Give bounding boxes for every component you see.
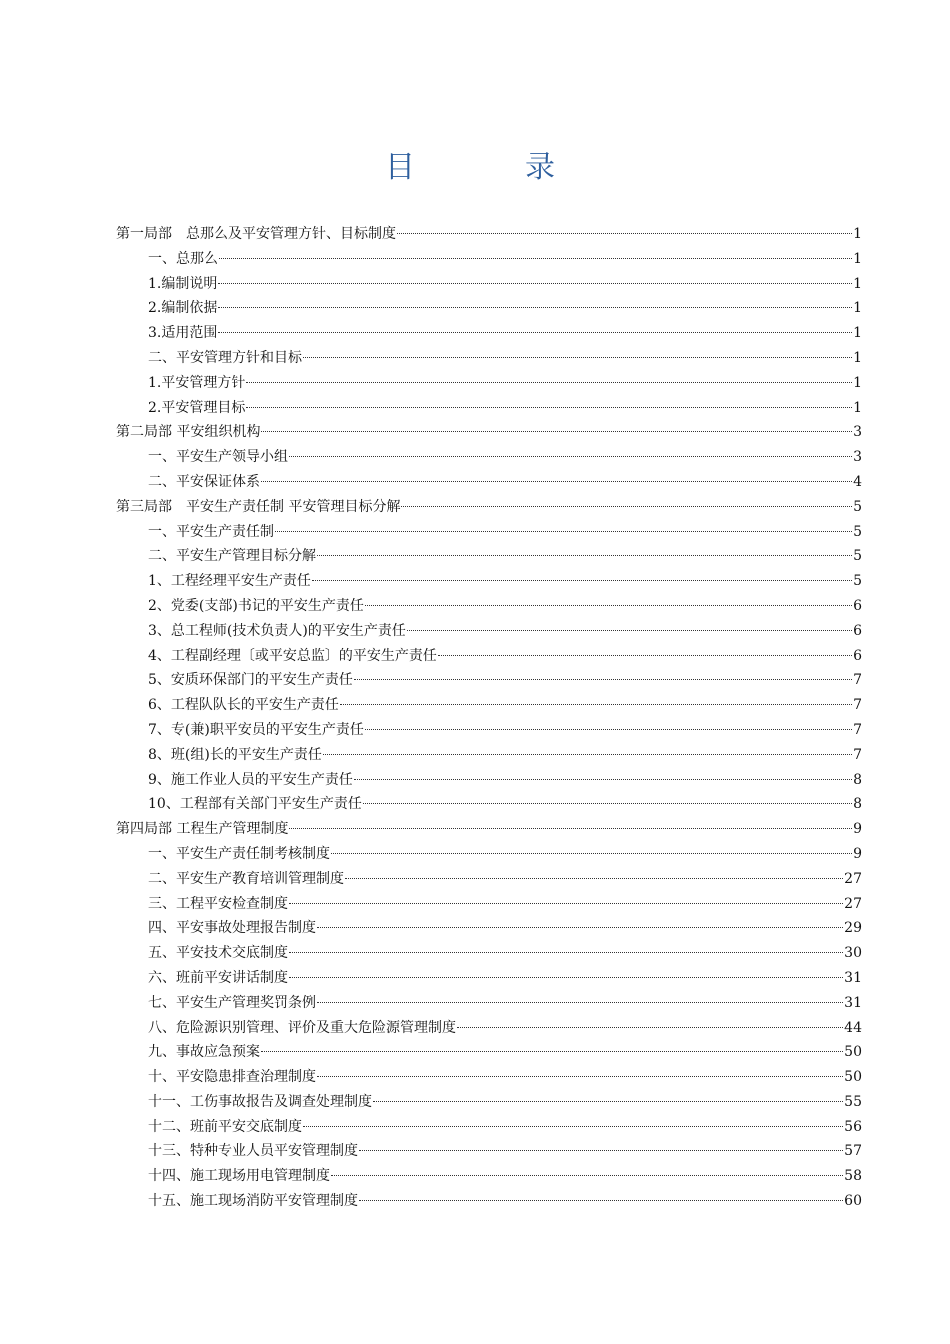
toc-entry[interactable] (116, 1090, 862, 1115)
toc-entry-label: 第三局部 平安生产责任制 平安管理目标分解 (116, 498, 401, 515)
toc-entry-label: 一、平安生产责任制考核制度 (148, 845, 330, 862)
toc-entry-label: 10、工程部有关部门平安生产责任 (148, 796, 362, 813)
dot-leader (261, 431, 852, 432)
toc-entry-page-number: 30 (844, 945, 862, 962)
toc-entry-label: 5、安质环保部门的平安生产责任 (148, 672, 353, 689)
toc-entry-page-number: 1 (853, 250, 862, 267)
toc-entry-label: 二、平安管理方针和目标 (148, 349, 302, 366)
dot-leader (303, 357, 852, 358)
toc-entry[interactable] (116, 991, 862, 1016)
toc-entry[interactable] (116, 272, 862, 297)
toc-entry-label: 7、专(兼)职平安员的平安生产责任 (148, 721, 364, 738)
toc-entry-label: 二、平安生产教育培训管理制度 (148, 870, 344, 887)
toc-entry-page-number: 3 (853, 424, 862, 441)
dot-leader (289, 456, 852, 457)
toc-entry-page-number: 1 (853, 226, 862, 242)
dot-leader (331, 853, 852, 854)
toc-entry-page-number: 7 (853, 746, 862, 763)
toc-entry-page-number: 5 (853, 523, 862, 540)
toc-entry-label: 九、事故应急预案 (148, 1044, 260, 1061)
toc-entry-label: 十五、施工现场消防平安管理制度 (148, 1193, 358, 1210)
toc-entry-page-number: 29 (844, 920, 862, 937)
toc-entry[interactable] (116, 321, 862, 346)
dot-leader (246, 407, 852, 408)
toc-entry-label: 七、平安生产管理奖罚条例 (148, 994, 316, 1011)
toc-entry[interactable] (116, 966, 862, 991)
toc-entry-label: 一、平安生产领导小组 (148, 449, 288, 466)
toc-entry-page-number: 58 (844, 1168, 862, 1185)
toc-entry[interactable] (116, 1164, 862, 1189)
dot-leader (365, 729, 852, 730)
toc-entry[interactable] (116, 668, 862, 693)
dot-leader (373, 1101, 843, 1102)
toc-entry[interactable] (116, 718, 862, 743)
dot-leader (218, 307, 852, 308)
dot-leader (359, 1150, 843, 1151)
toc-entry-page-number: 31 (844, 994, 862, 1011)
toc-entry[interactable] (116, 693, 862, 718)
toc-entry[interactable] (116, 892, 862, 917)
toc-entry-label: 一、总那么 (148, 250, 218, 267)
toc-entry-label: 9、施工作业人员的平安生产责任 (148, 771, 353, 788)
toc-entry-label: 8、班(组)长的平安生产责任 (148, 746, 322, 763)
toc-entry-label: 3.适用范围 (148, 325, 218, 342)
toc-entry[interactable] (116, 544, 862, 569)
toc-entry-label: 十、平安隐患排查治理制度 (148, 1069, 316, 1086)
toc-entry[interactable] (116, 941, 862, 966)
toc-entry-page-number: 7 (853, 721, 862, 738)
toc-entry-page-number: 5 (853, 498, 862, 515)
dot-leader (218, 332, 852, 333)
toc-entry[interactable] (116, 1040, 862, 1065)
dot-leader (331, 1175, 843, 1176)
dot-leader (323, 754, 852, 755)
toc-entry[interactable] (116, 1115, 862, 1140)
toc-entry[interactable] (116, 520, 862, 545)
dot-leader (317, 1002, 843, 1003)
toc-entry-page-number: 1 (853, 399, 862, 416)
toc-entry-label: 二、平安生产管理目标分解 (148, 548, 316, 565)
toc-entry[interactable] (116, 867, 862, 892)
dot-leader (275, 531, 852, 532)
toc-entry-page-number: 7 (853, 672, 862, 689)
toc-entry-label: 2.编制依据 (148, 300, 218, 317)
dot-leader (317, 1076, 843, 1077)
dot-leader (365, 605, 852, 606)
toc-entry-label: 二、平安保证体系 (148, 473, 260, 490)
toc-entry-label: 十二、班前平安交底制度 (148, 1118, 302, 1135)
dot-leader (354, 679, 852, 680)
toc-entry-label: 第四局部 工程生产管理制度 (116, 821, 289, 838)
toc-entry-label: 第二局部 平安组织机构 (116, 424, 261, 441)
toc-entry[interactable] (116, 247, 862, 272)
toc-entry[interactable] (116, 916, 862, 941)
dot-leader (219, 258, 852, 259)
toc-entry-label: 一、平安生产责任制 (148, 523, 274, 540)
toc-entry[interactable] (116, 569, 862, 594)
toc-entry-label: 6、工程队队长的平安生产责任 (148, 697, 339, 714)
toc-entry[interactable] (116, 1139, 862, 1164)
toc-entry-page-number: 4 (853, 473, 862, 490)
toc-entry-page-number: 1 (853, 325, 862, 342)
toc-entry-page-number: 6 (853, 622, 862, 639)
toc-entry-page-number: 50 (844, 1044, 862, 1061)
toc-entry-page-number: 6 (853, 647, 862, 664)
dot-leader (289, 952, 843, 953)
dot-leader (289, 903, 843, 904)
toc-entry-page-number: 9 (853, 821, 862, 838)
toc-entry-label: 4、工程副经理〔或平安总监〕的平安生产责任 (148, 647, 437, 664)
toc-entry-page-number: 55 (844, 1093, 862, 1110)
toc-entry-page-number: 6 (853, 597, 862, 614)
toc-entry-label: 十四、施工现场用电管理制度 (148, 1168, 330, 1185)
toc-entry-label: 四、平安事故处理报告制度 (148, 920, 316, 937)
toc-entry[interactable] (116, 842, 862, 867)
toc-entry-label: 1.平安管理方针 (148, 374, 246, 391)
toc-entry[interactable] (116, 1065, 862, 1090)
toc-entry-page-number: 1 (853, 275, 862, 292)
toc-entry-label: 三、工程平安检查制度 (148, 895, 288, 912)
toc-entry[interactable] (116, 346, 862, 371)
toc-entry[interactable] (116, 222, 862, 247)
toc-entry-page-number: 44 (844, 1019, 862, 1036)
dot-leader (401, 506, 852, 507)
toc-entry-label: 2.平安管理目标 (148, 399, 246, 416)
dot-leader (261, 481, 852, 482)
toc-entry-page-number: 1 (853, 374, 862, 391)
toc-entry-label: 八、危险源识别管理、评价及重大危险源管理制度 (148, 1019, 456, 1036)
toc-entry-label: 十一、工伤事故报告及调查处理制度 (148, 1093, 372, 1110)
toc-entry-page-number: 57 (844, 1143, 862, 1160)
toc-entry[interactable] (116, 817, 862, 842)
dot-leader (289, 977, 843, 978)
toc-entry-page-number: 7 (853, 697, 862, 714)
toc-entry-page-number: 27 (844, 870, 862, 887)
toc-entry[interactable] (116, 296, 862, 321)
toc-entry[interactable] (116, 396, 862, 421)
toc-entry[interactable] (116, 470, 862, 495)
toc-entry-page-number: 31 (844, 969, 862, 986)
dot-leader (345, 878, 843, 879)
dot-leader (354, 779, 852, 780)
toc-entry-page-number: 8 (853, 771, 862, 788)
toc-entry-label: 五、平安技术交底制度 (148, 945, 288, 962)
dot-leader (363, 803, 852, 804)
toc-entry-page-number: 27 (844, 895, 862, 912)
toc-entry[interactable] (116, 495, 862, 520)
toc-entry-label: 3、总工程师(技术负责人)的平安生产责任 (148, 622, 406, 639)
dot-leader (303, 1126, 843, 1127)
toc-entry-page-number: 1 (853, 349, 862, 366)
toc-entry-page-number: 3 (853, 449, 862, 466)
dot-leader (246, 382, 852, 383)
toc-entry-label: 十三、特种专业人员平安管理制度 (148, 1143, 358, 1160)
toc-entry[interactable] (116, 1016, 862, 1041)
toc-entry[interactable] (116, 371, 862, 396)
toc-entry-page-number: 5 (853, 573, 862, 590)
table-of-contents (116, 222, 862, 1214)
toc-entry[interactable] (116, 445, 862, 470)
toc-entry-page-number: 9 (853, 845, 862, 862)
toc-entry-label: 第一局部 总那么及平安管理方针、目标制度 (116, 226, 396, 242)
dot-leader (407, 630, 852, 631)
toc-entry-page-number: 50 (844, 1069, 862, 1086)
toc-entry-label: 1.编制说明 (148, 275, 218, 292)
toc-entry[interactable] (116, 594, 862, 619)
toc-entry[interactable] (116, 768, 862, 793)
toc-entry-page-number: 60 (844, 1193, 862, 1210)
dot-leader (457, 1027, 843, 1028)
dot-leader (397, 233, 852, 234)
toc-entry-label: 六、班前平安讲话制度 (148, 969, 288, 986)
dot-leader (312, 580, 852, 581)
toc-entry[interactable] (116, 619, 862, 644)
toc-entry[interactable] (116, 644, 862, 669)
toc-entry-label: 1、工程经理平安生产责任 (148, 573, 311, 590)
toc-entry[interactable] (116, 1189, 862, 1214)
toc-entry-label: 2、党委(支部)书记的平安生产责任 (148, 597, 364, 614)
dot-leader (340, 704, 852, 705)
toc-entry[interactable] (116, 743, 862, 768)
toc-title: 目 录 (385, 150, 595, 185)
toc-entry-page-number: 8 (853, 796, 862, 813)
dot-leader (289, 828, 852, 829)
dot-leader (438, 655, 852, 656)
toc-entry-page-number: 1 (853, 300, 862, 317)
toc-entry[interactable] (116, 420, 862, 445)
toc-entry-page-number: 56 (844, 1118, 862, 1135)
dot-leader (317, 555, 852, 556)
toc-entry-page-number: 5 (853, 548, 862, 565)
dot-leader (359, 1200, 843, 1201)
toc-entry[interactable] (116, 792, 862, 817)
dot-leader (218, 283, 852, 284)
dot-leader (261, 1051, 843, 1052)
dot-leader (317, 927, 843, 928)
